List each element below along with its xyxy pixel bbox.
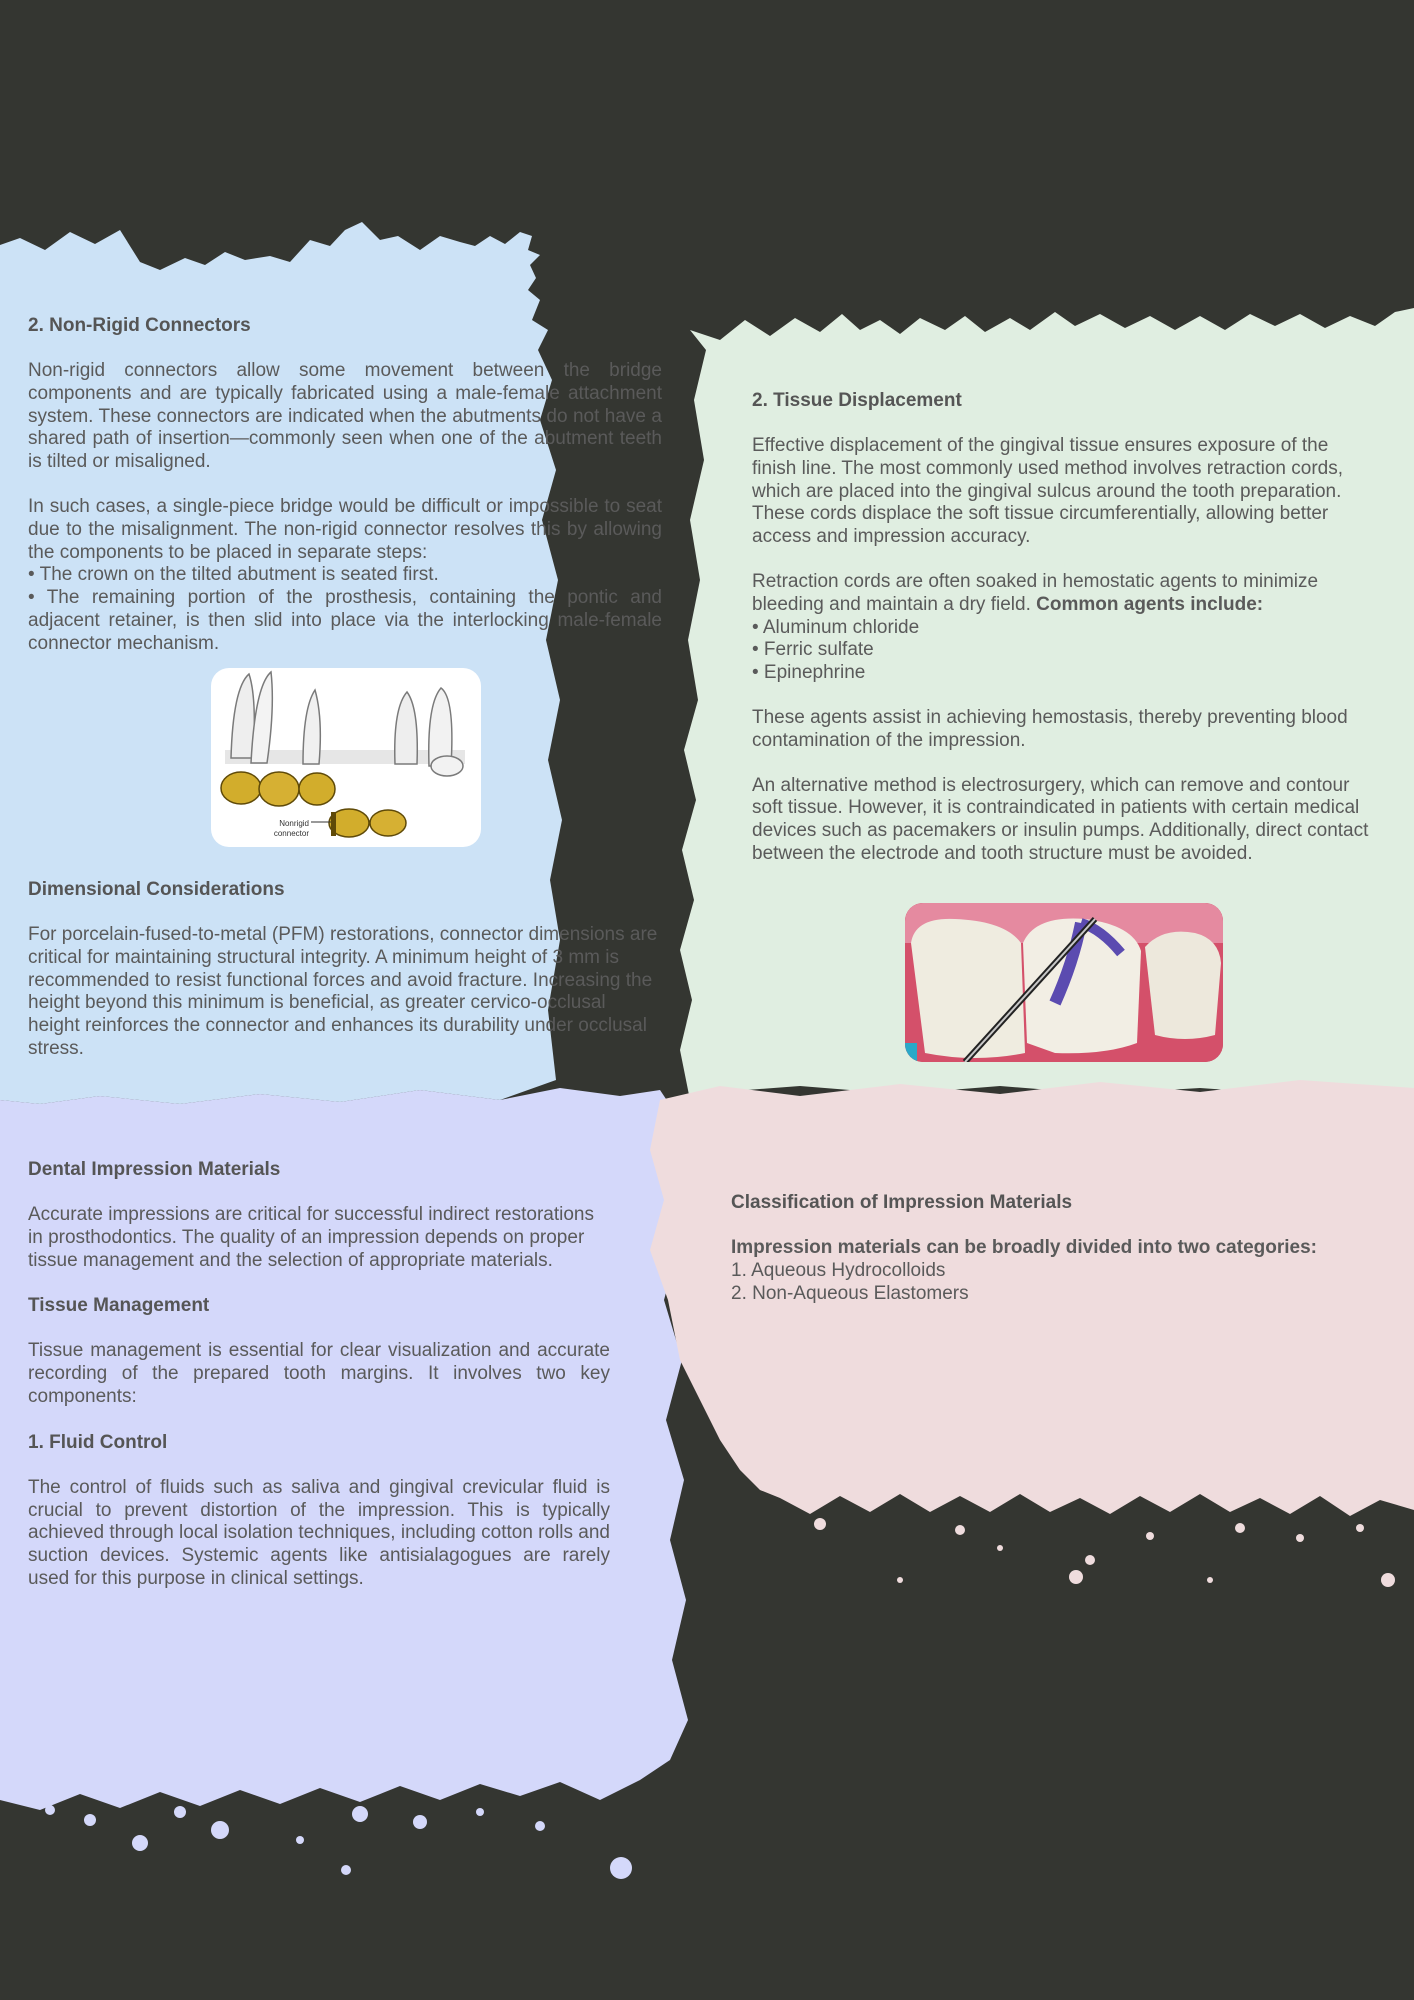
tissue-management-para: Tissue management is essential for clear visualization and accurate recording of the prepared tooth margins. It involves two key components: bbox=[28, 1340, 610, 1407]
nonrigid-label-line1: Nonrigid bbox=[279, 819, 309, 828]
classification-intro: Impression materials can be broadly divided into two categories: bbox=[731, 1237, 1317, 1258]
nonrigid-label-line2: connector bbox=[273, 829, 309, 838]
tissue-displacement-section bbox=[752, 389, 1374, 888]
agent-aluminum-chloride: • Aluminum chloride bbox=[752, 616, 920, 638]
tissue-displacement-heading: 2. Tissue Displacement bbox=[752, 390, 962, 411]
dimensional-heading: Dimensional Considerations bbox=[28, 879, 285, 900]
impression-para: Accurate impressions are critical for successful indirect restorations in prosthodontics. The quality of an impression depends on proper tissue management and the selection of appropriate materials. bbox=[28, 1204, 594, 1271]
classification-heading: Classification of Impression Materials bbox=[731, 1192, 1073, 1213]
bridge-illustration bbox=[211, 668, 481, 847]
tissue-displacement-para4: An alternative method is electrosurgery, which can remove and contour soft tissue. However, it is contraindicated in patients with certain medical devices such as pacemakers or insulin pumps. Additionally, direct contact between the electrode and tooth structure must be avoided. bbox=[752, 774, 1369, 864]
tissue-displacement-para2 bbox=[752, 571, 1374, 617]
classification-item-elastomers: 2. Non-Aqueous Elastomers bbox=[731, 1282, 969, 1304]
fluid-control-heading: 1. Fluid Control bbox=[28, 1431, 168, 1453]
impression-section bbox=[28, 1158, 610, 1613]
non-rigid-heading: 2. Non-Rigid Connectors bbox=[28, 315, 251, 336]
lavender-splatter bbox=[45, 1805, 632, 1879]
agent-ferric-sulfate: • Ferric sulfate bbox=[752, 639, 874, 661]
impression-heading: Dental Impression Materials bbox=[28, 1159, 281, 1180]
tissue-displacement-para2-text: Retraction cords are often soaked in hemostatic agents to minimize bleeding and maintain a dry field. bbox=[752, 570, 1319, 615]
fluid-control-para: The control of fluids such as saliva and gingival crevicular fluid is crucial to prevent distortion of the impression. This is typically achieved through local isolation techniques, including cotton rolls and suction devices. Systemic agents like antisialagogues are rarely used for this purpose in clinical settings. bbox=[28, 1476, 610, 1589]
agent-epinephrine: • Epinephrine bbox=[752, 662, 866, 684]
tissue-management-heading: Tissue Management bbox=[28, 1295, 210, 1317]
teeth-illustration bbox=[905, 903, 1223, 1062]
non-rigid-bullet1: • The crown on the tilted abutment is seated first. bbox=[28, 564, 439, 586]
non-rigid-para2: In such cases, a single-piece bridge would be difficult or impossible to seat due to the misalignment. The non-rigid connector resolves this by allowing the components to be placed in separate steps: bbox=[28, 495, 662, 563]
classification-section bbox=[731, 1191, 1391, 1305]
tissue-displacement-para3: These agents assist in achieving hemostasis, thereby preventing blood contamination of the impression. bbox=[752, 706, 1348, 751]
dimensional-section bbox=[28, 878, 660, 1083]
classification-item-hydrocolloids: 1. Aqueous Hydrocolloids bbox=[731, 1259, 946, 1281]
non-rigid-para1: Non-rigid connectors allow some movement between the bridge components and are typically fabricated using a male-female attachment system. These connectors are indicated when the abutments do not have a shared path of insertion—commonly seen when one of the abutment teeth is tilted or misaligned. bbox=[28, 360, 662, 473]
non-rigid-bullet2: • The remaining portion of the prosthesis, containing the pontic and adjacent retainer, is then slid into place via the interlocking male-female connector mechanism. bbox=[28, 587, 662, 654]
dimensional-para: For porcelain-fused-to-metal (PFM) restorations, connector dimensions are critical for maintaining structural integrity. A minimum height of 3 mm is recommended to resist functional forces and avoid fracture. Increasing the height beyond this minimum is beneficial, as greater cervico-occlusal height reinforces the connector and enhances its durability under occlusal stress. bbox=[28, 924, 658, 1059]
retraction-cord-photo bbox=[905, 903, 1223, 1062]
tissue-displacement-para1: Effective displacement of the gingival tissue ensures exposure of the finish line. The most commonly used method involves retraction cords, which are placed into the gingival sulcus around the tooth preparation. These cords displace the soft tissue circumferentially, allowing better access and impression accuracy. bbox=[752, 435, 1344, 548]
non-rigid-section bbox=[28, 314, 662, 656]
nonrigid-connector-figure bbox=[211, 668, 481, 847]
common-agents-label: Common agents include: bbox=[1036, 593, 1264, 615]
pink-splatter bbox=[814, 1518, 1395, 1587]
